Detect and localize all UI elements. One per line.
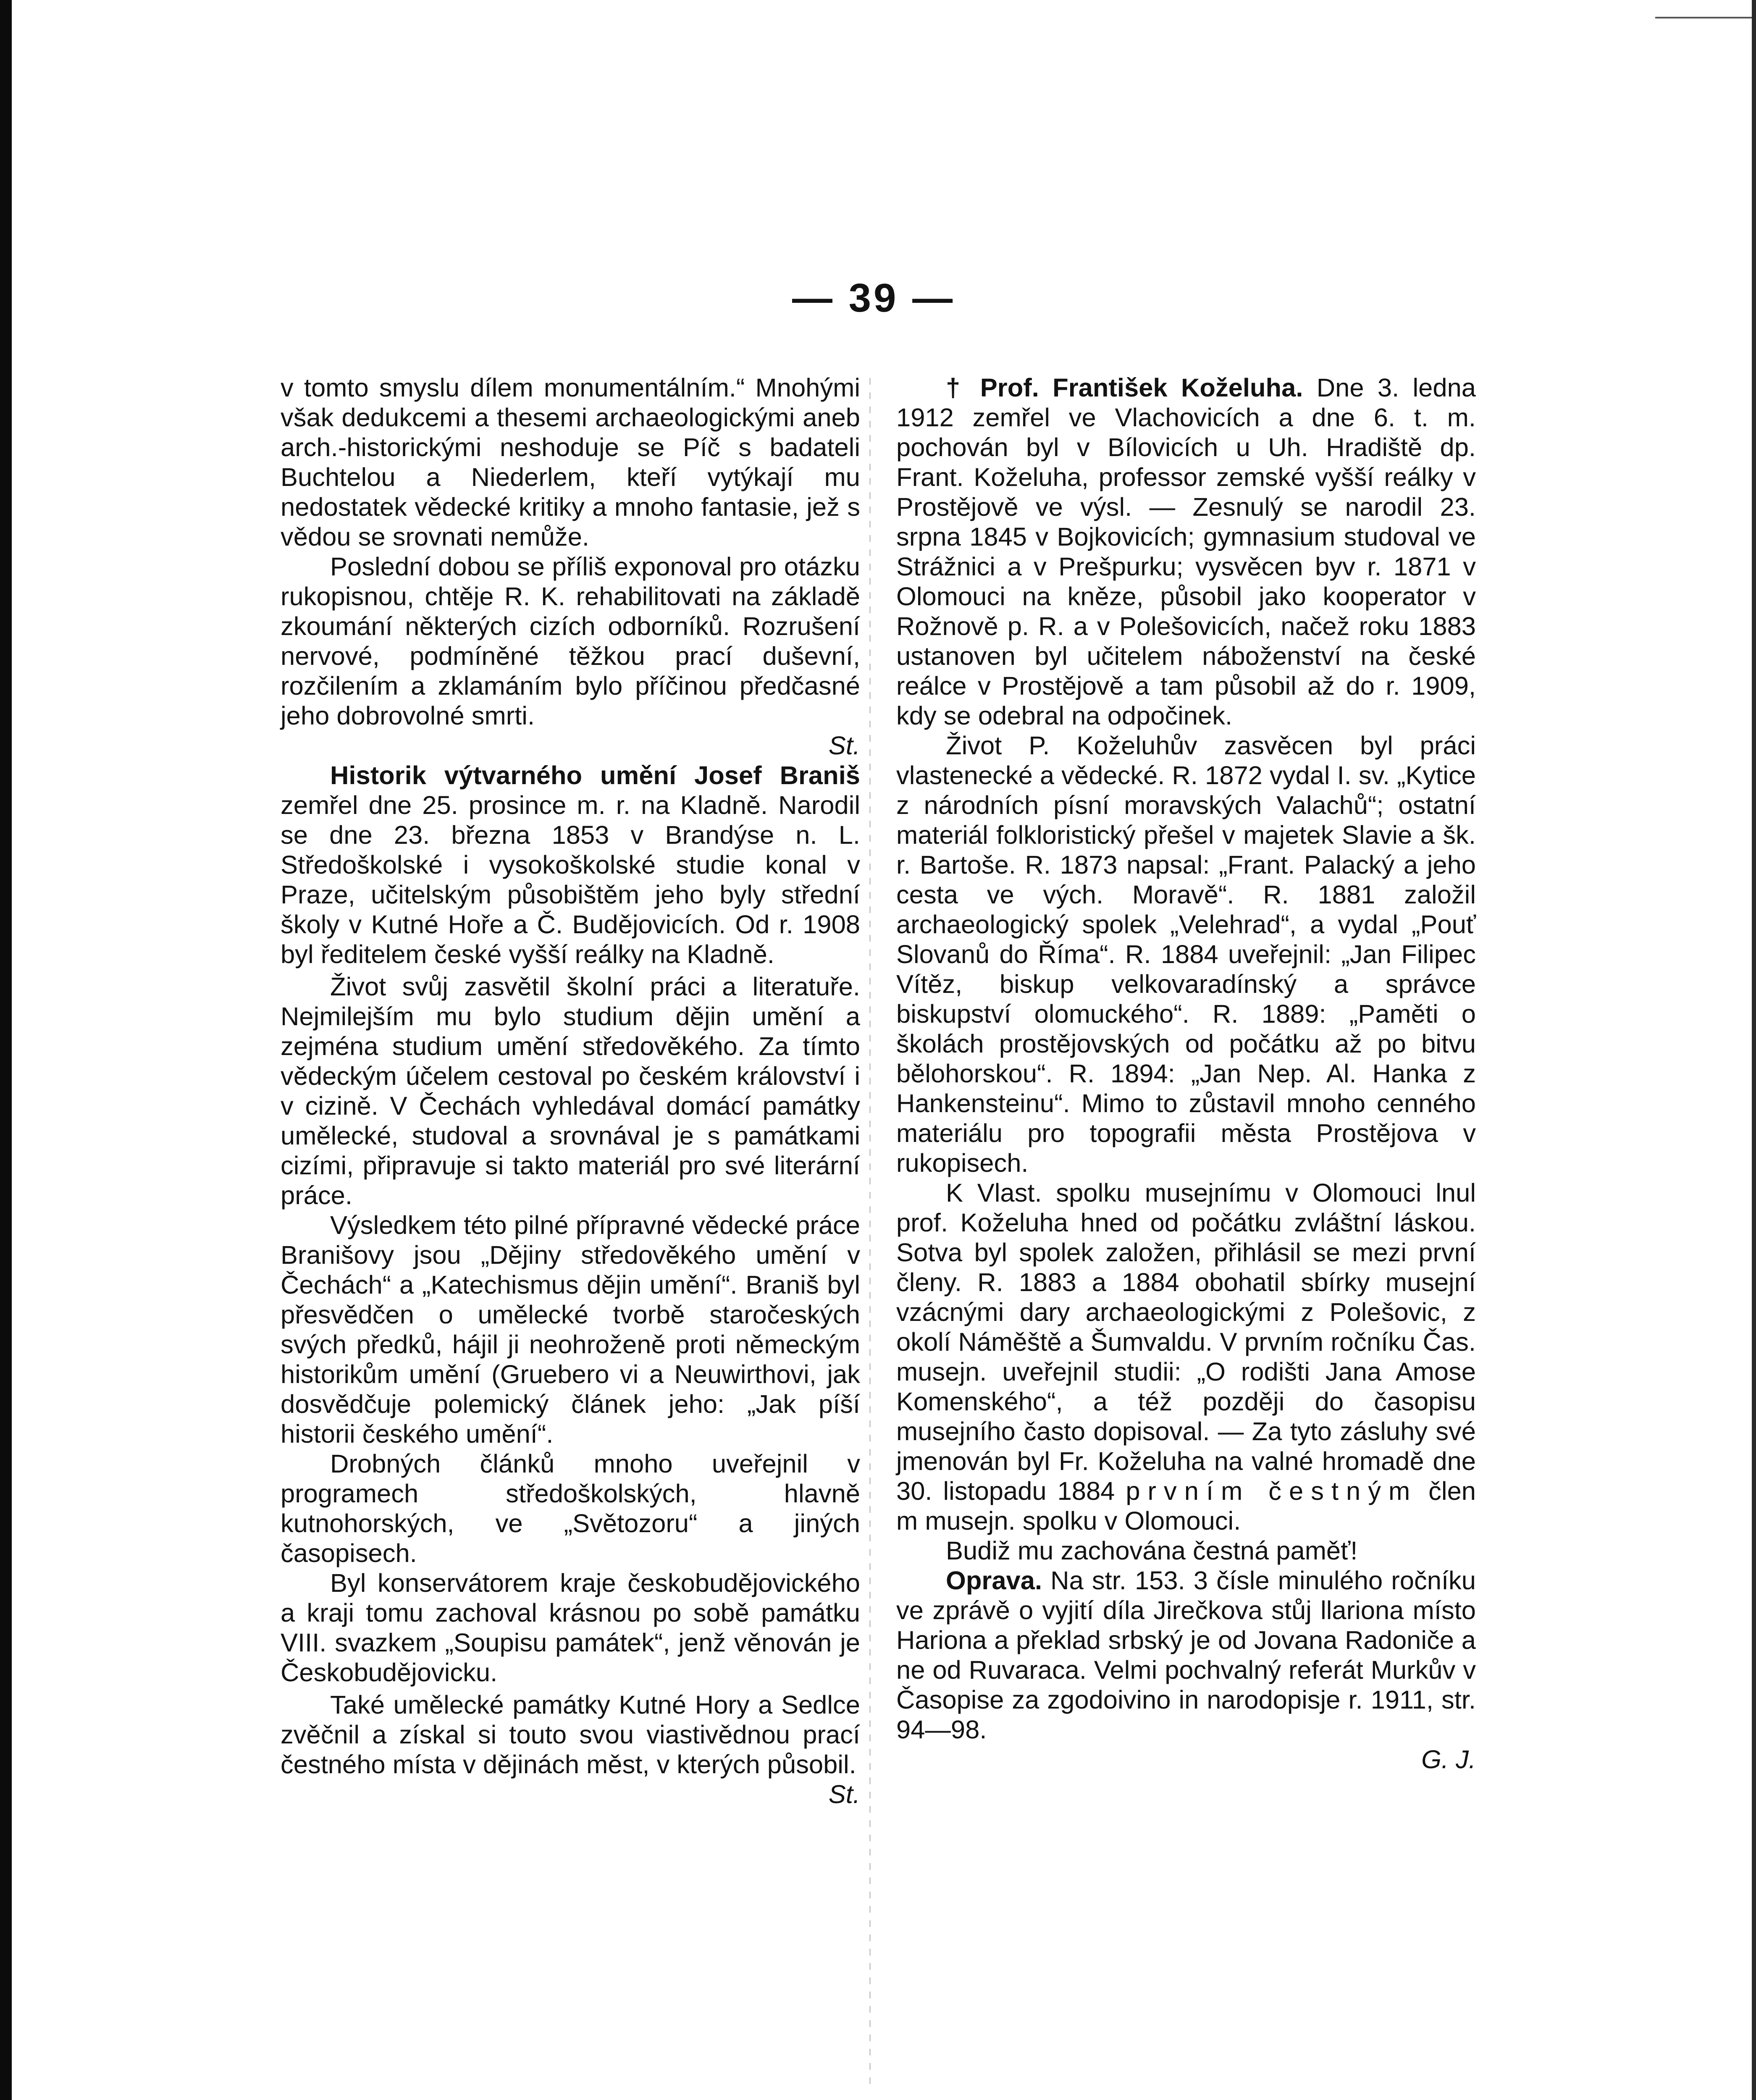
right-paragraph-5: Na str. 153. 3 čísle minulého ročníku ve zprávě o vyjití díla Jirečkova stůj llariona místo Hariona a překlad srbský je od Jovana Radoniče a ne od Ruvaraca. Velmi pochvalný referát Murkův v Časopise za zgodoivino in narodopisje r. 1911, str. 94—98. [896, 1566, 1476, 1744]
left-column [281, 373, 860, 1809]
right-paragraph-1: Dne 3. ledna 1912 zemřel ve Vlachovicích a dne 6. t. m. pochován byl v Bílovicích u Uh. Hradiště dp. Frant. Koželuha, professor zemské vyšší reálky v Prostějově ve výsl. — Zesnulý se narodil 23. srpna 1845 v Bojkovicích; gymnasium studoval ve Strážnici a v Prešpurku; vysvěcen byv r. 1871 v Olomouci na kněze, působil jako kooperator v Rožnově p. R. a v Polešovicích, načež roku 1883 ustanoven byl učitelem náboženství na české reálce v Prostějově a tam působil až do r. 1909, kdy se odebral na odpočinek. [896, 373, 1476, 730]
left-paragraph-8 [281, 1690, 860, 1809]
right-paragraph-3 [896, 1178, 1476, 1536]
article-kozeluha [896, 373, 1476, 731]
heading-oprava: Oprava. [946, 1566, 1042, 1595]
signature-gj: G. J. [1421, 1745, 1476, 1774]
left-paragraph-1: v tomto smyslu dílem monumentálním.“ Mnohými však dedukcemi a thesemi archaeologickými aneb arch.-historickými neshoduje se Píč s badateli Buchtelou a Niederlem, kteří vytýkají mu nedostatek vědecké kritiky a mnoho fantasie, jež s vědou se srovnati nemůže. [281, 373, 860, 551]
left-paragraph-3: zemřel dne 25. prosince m. r. na Kladně. Narodil se dne 23. března 1853 v Brandýse n. L. Středoškolské i vysokoškolské studie konal v Praze, učitelským působištěm jeho byly střední školy v Kutné Hoře a Č. Budějovicích. Od r. 1908 byl ředitelem české vyšší reálky na Kladně. [281, 791, 860, 969]
right-paragraph-3-end: člen m musejn. spolku v Olomouci. [896, 1477, 1476, 1536]
left-paragraph-4: Život svůj zasvětil školní práci a literatuře. Nejmilejším mu bylo studium dějin umění a zejména studium umění středověkého. Za tímto vědeckým účelem cestoval po českém království i v cizině. V Čechách vyhledával domácí památky umělecké, studoval a srovnával je s památkami cizími, připravuje si takto materiál pro své literární práce. [281, 972, 860, 1210]
left-paragraph-6: Drobných článků mnoho uveřejnil v programech středoškolských, hlavně kutnohorských, ve „Světozoru“ a jiných časopisech. [281, 1449, 860, 1568]
heading-kozeluha: † Prof. František Koželuha. [946, 373, 1303, 402]
scan-edge-left [0, 0, 12, 2100]
left-paragraph-7: Byl konservátorem kraje českobudějovického a kraji tomu zachoval krásnou po sobě památku VIII. svazkem „Soupisu památek“, jenž věnován je Českobudějovicku. [281, 1569, 860, 1687]
scan-edge-right [1752, 0, 1756, 2100]
article-braniš [281, 761, 860, 969]
left-paragraph-5: Výsledkem této pilné přípravné vědecké práce Branišovy jsou „Dějiny středověkého umění v Čechách“ a „Katechismus dějin umění“. Braniš byl přesvědčen o umělecké tvorbě staročeských svých předků, hájil ji neohroženě proti německým historikům umění (Gruebero vi a Neuwirthovi, jak dosvědčuje polemický článek jeho: „Jak píší historii českého umění“. [281, 1211, 860, 1449]
left-paragraph-8-text: Také umělecké památky Kutné Hory a Sedlce zvěčnil a získal si touto svou viastivědnou prací čestného místa v dějinách měst, v kterých působil. [281, 1690, 860, 1779]
right-paragraph-2: Život P. Koželuhův zasvěcen byl práci vlastenecké a vědecké. R. 1872 vydal I. sv. „Kytice z národních písní moravských Valachů“; ostatní materiál folkloristický přešel v majetek Slavie a šk. r. Bartoše. R. 1873 napsal: „Frant. Palacký a jeho cesta ve vých. Moravě“. R. 1881 založil archaeologický spolek „Velehrad“, a vydal „Pouť Slovanů do Říma“. R. 1884 uveřejnil: „Jan Filipec Vítěz, biskup velkovaradínský a správce biskupství olomuckého“. R. 1889: „Paměti o školách prostějovských od počátku až po bitvu bělohorskou“. R. 1894: „Jan Nep. Al. Hanka z Hankensteinu“. Mimo to zůstavil mnoho cenného materiálu pro topografii města Prostějova v rukopisech. [896, 731, 1476, 1178]
column-divider [869, 378, 871, 2087]
page-number: — 39 — [792, 276, 955, 320]
right-paragraph-3-spaced: prvním čestným [1126, 1477, 1418, 1506]
left-paragraph-2: Poslední dobou se příliš exponoval pro otázku rukopisnou, chtěje R. K. rehabilitovati na základě zkoumání některých cizích odborníků. Rozrušení nervové, podmíněné těžkou prací duševní, rozčilením a zklamáním bylo příčinou předčasné jeho dobrovolné smrti. [281, 552, 860, 730]
signature-st-2: St. [828, 1780, 860, 1809]
right-column [896, 373, 1476, 1774]
right-paragraph-3-text: K Vlast. spolku musejnímu v Olomouci lnul prof. Koželuha hned od počátku zvláštní láskou. Sotva byl spolek založen, přihlásil se mezi první členy. R. 1883 a 1884 obohatil sbírky musejní vzácnými dary archaeologickými z Polešovic, z okolí Náměště a Šumvaldu. V prvním ročníku Čas. musejn. uveřejnil studii: „O rodišti Jana Amose Komenského“, a též později do časopisu musejního často dopisoval. — Za tyto zásluhy své jmenován byl Fr. Koželuha na valné hromadě dne 30. listopadu 1884 [896, 1179, 1476, 1506]
right-paragraph-4: Budiž mu zachována čestná paměť! [946, 1536, 1358, 1565]
scan-corner-mark [1655, 17, 1752, 18]
article-oprava [896, 1566, 1476, 1745]
signature-st-1: St. [828, 731, 860, 760]
heading-branis: Historik výtvarného umění Josef Braniš [330, 761, 860, 790]
